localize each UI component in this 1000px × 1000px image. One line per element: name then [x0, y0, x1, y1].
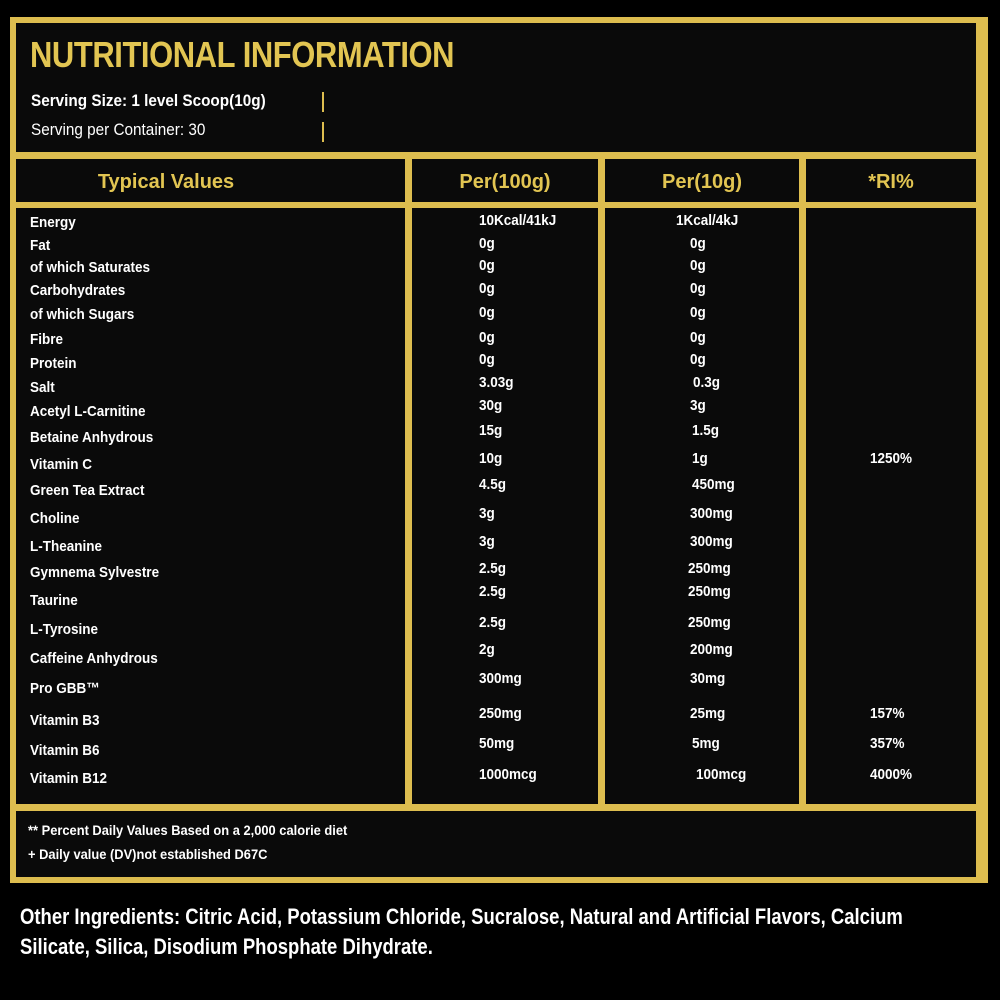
value-per-100g: 2.5g	[479, 560, 507, 577]
value-per-100g: 30g	[479, 397, 503, 414]
value-per-100g: 0g	[479, 329, 495, 346]
value-ri: 1250%	[870, 450, 913, 467]
value-per-10g: 0g	[690, 257, 706, 274]
value-per-100g: 0g	[479, 257, 495, 274]
footnote: ** Percent Daily Values Based on a 2,000 calorie diet	[28, 822, 348, 838]
nutrient-name: L-Tyrosine	[30, 621, 99, 638]
value-per-100g: 0g	[479, 351, 495, 368]
other-ingredients: Other Ingredients: Citric Acid, Potassium Chloride, Sucralose, Natural and Artificial Flavors, Calcium Silicate, Silica, Disodium Phosphate Dihydrate.	[20, 904, 903, 959]
value-per-100g: 1000mcg	[479, 766, 537, 783]
nutrient-name: L-Theanine	[30, 538, 103, 555]
value-per-10g: 300mg	[690, 533, 733, 550]
value-per-10g: 100mcg	[696, 766, 747, 783]
value-per-100g: 3g	[479, 505, 495, 522]
value-per-100g: 300mg	[479, 670, 522, 687]
footnote: + Daily value (DV)not established D67C	[28, 846, 268, 862]
nutrient-name: Vitamin C	[30, 456, 93, 473]
value-per-100g: 3.03g	[479, 374, 514, 391]
value-per-10g: 0g	[690, 351, 706, 368]
value-per-100g: 0g	[479, 280, 495, 297]
nutrient-name: Taurine	[30, 592, 78, 609]
value-per-10g: 1.5g	[692, 422, 720, 439]
nutrient-name: Green Tea Extract	[30, 482, 145, 499]
nutrient-name: Acetyl L-Carnitine	[30, 403, 146, 420]
nutrient-name: Vitamin B6	[30, 742, 100, 759]
value-per-100g: 2g	[479, 641, 495, 658]
nutrient-name: Protein	[30, 355, 77, 372]
value-per-10g: 250mg	[688, 614, 731, 631]
value-per-100g: 2.5g	[479, 614, 507, 631]
page-title: NUTRITIONAL INFORMATION	[30, 34, 455, 75]
value-per-100g: 2.5g	[479, 583, 507, 600]
value-per-10g: 0g	[690, 329, 706, 346]
serving-size: Serving Size: 1 level Scoop(10g)	[31, 91, 266, 110]
footnote-box	[16, 811, 976, 877]
value-per-10g: 1Kcal/4kJ	[676, 212, 739, 229]
nutrient-name: Energy	[30, 214, 76, 231]
nutrient-name: Vitamin B12	[30, 770, 108, 787]
nutrient-name: Choline	[30, 510, 80, 527]
value-per-100g: 15g	[479, 422, 503, 439]
value-per-10g: 250mg	[688, 583, 731, 600]
value-per-10g: 25mg	[690, 705, 726, 722]
value-per-10g: 3g	[690, 397, 706, 414]
nutrient-name: Pro GBB™	[30, 680, 100, 697]
value-per-100g: 0g	[479, 304, 495, 321]
header-ri: *RI%	[868, 171, 914, 193]
value-per-10g: 250mg	[688, 560, 731, 577]
nutrient-name: of which Saturates	[30, 259, 151, 276]
value-per-10g: 0g	[690, 235, 706, 252]
value-per-10g: 1g	[692, 450, 708, 467]
value-per-10g: 0g	[690, 280, 706, 297]
nutrient-name: Carbohydrates	[30, 282, 126, 299]
servings-per-container: Serving per Container: 30	[31, 120, 206, 139]
value-per-100g: 4.5g	[479, 476, 507, 493]
header-per-10g: Per(10g)	[661, 171, 743, 193]
nutrient-name: Vitamin B3	[30, 712, 100, 729]
nutrient-name: Caffeine Anhydrous	[30, 650, 158, 667]
value-per-10g: 300mg	[690, 505, 733, 522]
nutrient-name: Fibre	[30, 331, 64, 348]
value-ri: 357%	[870, 735, 905, 752]
value-per-100g: 3g	[479, 533, 495, 550]
nutrient-name: Gymnema Sylvestre	[30, 564, 160, 581]
value-per-100g: 250mg	[479, 705, 522, 722]
value-per-100g: 50mg	[479, 735, 515, 752]
value-per-100g: 10Kcal/41kJ	[479, 212, 557, 229]
divider-mark	[322, 92, 324, 112]
divider-mark	[322, 122, 324, 142]
value-per-10g: 200mg	[690, 641, 733, 658]
value-per-100g: 0g	[479, 235, 495, 252]
value-ri: 157%	[870, 705, 905, 722]
value-ri: 4000%	[870, 766, 913, 783]
header-per-100g: Per(100g)	[459, 171, 551, 193]
nutrient-name: Salt	[30, 379, 55, 396]
value-per-10g: 30mg	[690, 670, 726, 687]
value-per-10g: 450mg	[692, 476, 735, 493]
value-per-10g: 0g	[690, 304, 706, 321]
value-per-10g: 0.3g	[693, 374, 721, 391]
nutrient-name: Betaine Anhydrous	[30, 429, 154, 446]
value-per-10g: 5mg	[692, 735, 720, 752]
nutrient-name: of which Sugars	[30, 306, 135, 323]
header-typical-values: Typical Values	[97, 171, 235, 193]
value-per-100g: 10g	[479, 450, 503, 467]
nutrient-name: Fat	[30, 237, 51, 254]
